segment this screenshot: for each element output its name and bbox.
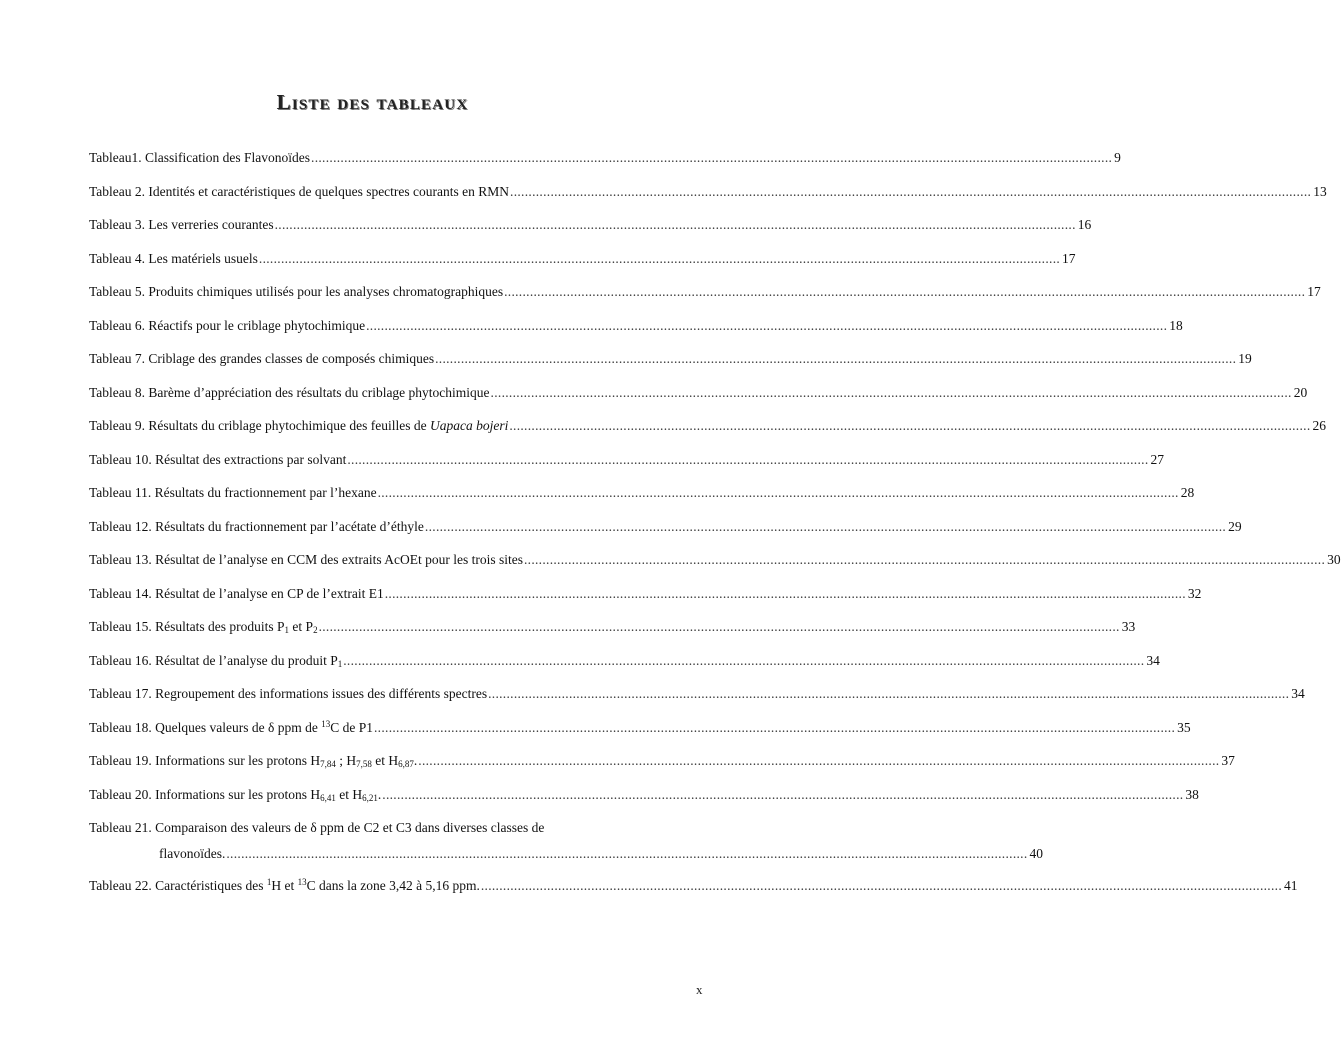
dot-leader: .......................................................................................................................................................................................................................... [480,878,1283,893]
toc-entry-22[interactable] [89,876,1298,910]
entry-label: Tableau 11. Résultats du fractionnement par l’hexane [89,483,378,503]
entry-label: Tableau1. Classification des Flavonoïdes [89,148,311,168]
superscript: 1 [266,877,272,887]
dot-leader: .......................................................................................................................................................................................................................... [274,217,1076,232]
entry-label [89,416,509,436]
entry-label: Tableau 4. Les matériels usuels [89,249,259,269]
entry-page: 17 [1307,284,1321,299]
entry-label-line1: Tableau 21. Comparaison des valeurs de δ ppm de C2 et C3 dans diverses classes de [89,820,545,835]
entry-label: Tableau 12. Résultats du fractionnement par l’acétate d’éthyle [89,517,425,537]
dot-leader: .......................................................................................................................................................................................................................... [504,284,1306,299]
entry-label: Tableau 14. Résultat de l’analyse en CP de l’extrait E1 [89,584,385,604]
entry-page: 32 [1187,585,1202,601]
toc-entry-1[interactable] [89,148,1121,182]
dot-leader: .......................................................................................................................................................................................................................... [374,719,1176,735]
toc-entry-11[interactable] [89,483,1195,517]
page-number: x [696,982,703,997]
toc-entry-14[interactable] [89,584,1202,618]
dot-leader: .......................................................................................................................................................................................................................... [509,418,1311,433]
toc-entry-20[interactable] [89,785,1199,819]
subscript: 2 [313,625,318,635]
entry-page: 9 [1114,150,1121,165]
superscript: 13 [297,877,307,887]
entry-label: Tableau 17. Regroupement des informations issues des différents spectres [89,684,488,704]
entry-label: Tableau 10. Résultat des extractions par solvant [89,450,347,470]
label-text: et P [289,619,314,634]
toc-entry-21[interactable] [89,818,1044,876]
entry-page: 30 [1327,552,1341,567]
entry-label: Tableau 8. Barème d’appréciation des résultats du criblage phytochimique [89,383,491,403]
toc-entry-2[interactable] [89,182,1327,216]
label-text: Tableau 18. Quelques valeurs de δ ppm de [89,719,322,735]
dot-leader: .......................................................................................................................................................................................................................... [366,317,1168,333]
entry-label [89,617,319,637]
subscript: 1 [284,625,290,635]
toc-entry-4[interactable] [89,249,1076,283]
label-text: Tableau 19. Informations sur les protons H [89,753,321,768]
toc-entry-3[interactable] [89,215,1092,249]
toc-entry-18[interactable] [89,718,1191,752]
toc-entry-17[interactable] [89,684,1305,718]
entry-second-line [159,844,1044,864]
entry-page: 26 [1312,418,1326,433]
subscript: 7,84 [320,759,336,769]
table-list [89,148,1341,910]
entry-page: 28 [1180,485,1195,500]
dot-leader: .......................................................................................................................................................................................................................... [510,183,1312,199]
dot-leader: .......................................................................................................................................................................................................................... [347,451,1149,467]
entry-page: 33 [1121,619,1136,634]
toc-entry-7[interactable] [89,349,1252,383]
label-text: . [413,753,418,768]
dot-leader: .......................................................................................................................................................................................................................... [343,652,1145,668]
toc-entry-15[interactable] [89,617,1136,651]
entry-page: 20 [1293,384,1308,400]
entry-page: 13 [1313,183,1327,199]
entry-page: 35 [1177,719,1191,735]
entry-label: Tableau 5. Produits chimiques utilisés pour les analyses chromatographiques [89,282,504,302]
entry-page: 37 [1221,753,1235,768]
dot-leader: .......................................................................................................................................................................................................................... [523,552,1326,567]
dot-leader: .......................................................................................................................................................................................................................... [418,753,1220,768]
label-text: C de P1 [330,719,373,735]
subscript: 7,58 [356,759,372,769]
toc-entry-9[interactable] [89,416,1326,450]
entry-label: Tableau 2. Identités et caractéristiques de quelques spectres courants en RMN [89,182,510,202]
entry-page: 27 [1150,451,1165,467]
toc-entry-6[interactable] [89,316,1183,350]
toc-entry-8[interactable] [89,383,1308,417]
dot-leader: .......................................................................................................................................................................................................................... [490,384,1292,400]
subscript: 6,21 [362,792,378,803]
subscript: 6,41 [320,792,336,803]
entry-page: 34 [1146,652,1160,668]
toc-entry-13[interactable] [89,550,1341,584]
entry-page: 17 [1062,250,1076,266]
label-text: C dans la zone 3,42 à 5,16 ppm. [306,878,480,893]
dot-leader: .......................................................................................................................................................................................................................... [384,585,1186,601]
entry-label: Tableau 13. Résultat de l’analyse en CCM des extraits AcOEt pour les trois sites [89,550,524,570]
superscript: 13 [321,718,331,729]
entry-page: 19 [1238,351,1252,366]
label-text: Tableau 22. Caractéristiques des [89,878,267,893]
dot-leader: .......................................................................................................................................................................................................................... [318,619,1120,634]
label-text: Tableau 16. Résultat de l’analyse du produit P [89,652,338,668]
label-text: . [377,786,382,802]
entry-label [89,876,481,896]
entry-label [89,751,418,771]
entry-page: 18 [1169,317,1183,333]
label-text: et H [335,786,363,802]
dot-leader: .......................................................................................................................................................................................................................... [258,250,1061,266]
entry-label [89,785,382,805]
label-text: H et [271,878,298,893]
dot-leader: .......................................................................................................................................................................................................................... [424,518,1227,534]
entry-page: 34 [1291,686,1305,701]
entry-page: 29 [1228,518,1242,534]
entry-page: 16 [1077,217,1092,232]
entry-label: Tableau 6. Réactifs pour le criblage phytochimique [89,316,366,336]
toc-entry-10[interactable] [89,450,1165,484]
entry-label-line2: flavonoïdes. [159,844,226,864]
dot-leader: .......................................................................................................................................................................................................................... [311,150,1113,165]
entry-label [89,651,343,671]
label-text: Tableau 15. Résultats des produits P [89,619,285,634]
toc-entry-19[interactable] [89,751,1235,785]
toc-entry-5[interactable] [89,282,1321,316]
entry-label: Tableau 3. Les verreries courantes [89,215,275,235]
dot-leader: .......................................................................................................................................................................................................................... [226,846,1028,861]
label-text: ; H [335,753,357,768]
entry-page: 40 [1029,846,1044,861]
label-text: Tableau 9. Résultats du criblage phytochimique des feuilles de [89,418,430,433]
dot-leader: .......................................................................................................................................................................................................................... [435,351,1237,366]
dot-leader: .......................................................................................................................................................................................................................... [382,786,1184,802]
species-name: Uapaca bojeri [429,418,509,433]
toc-entry-12[interactable] [89,517,1242,551]
subscript: 1 [337,658,343,669]
entry-label [89,718,374,738]
entry-label: Tableau 7. Criblage des grandes classes de composés chimiques [89,349,435,369]
subscript: 6,87 [398,759,414,769]
entry-page: 41 [1284,878,1298,893]
dot-leader: .......................................................................................................................................................................................................................... [377,485,1179,500]
entry-page: 38 [1185,786,1199,802]
label-text: et H [371,753,399,768]
label-text: Tableau 20. Informations sur les protons H [89,786,321,802]
page-title: Liste des tableaux [276,90,469,114]
dot-leader: .......................................................................................................................................................................................................................... [488,686,1290,701]
toc-entry-16[interactable] [89,651,1160,685]
